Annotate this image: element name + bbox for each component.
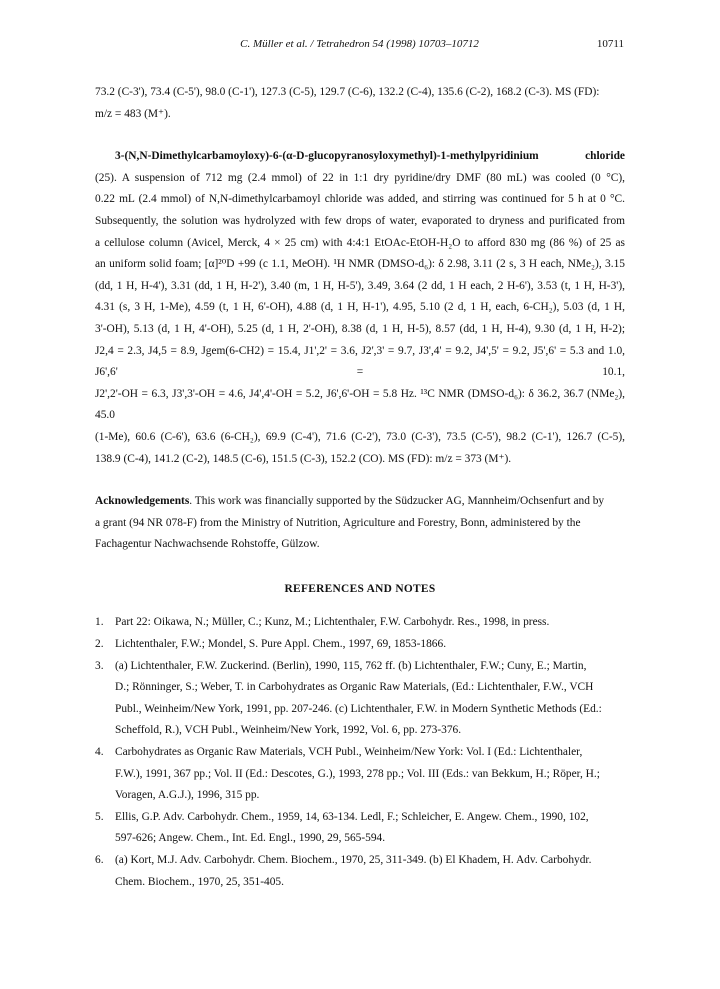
page-body <box>95 82 625 893</box>
compound-text-line: a cellulose column (Avicel, Merck, 4 × 25 cm) with 4:4:1 EtOAc-EtOH-H₂O to afford 830 mg (86 %) of 25 as <box>95 236 625 249</box>
reference-line: Lichtenthaler, F.W.; Mondel, S. Pure Appl. Chem., 1997, 69, 1853-1866. <box>115 638 447 651</box>
acknowledgements-line-3: Fachagentur Nachwachsende Rohstoffe, Gülzow. <box>95 538 320 551</box>
references-list <box>95 612 625 893</box>
reference-item <box>95 807 625 850</box>
compound-text-line: 3'-OH), 5.13 (d, 1 H, 4'-OH), 5.25 (d, 1 H, 2'-OH), 8.38 (d, 1 H, H-5), 8.57 (dd, 1 H, H-4), 9.30 (d, 1 H, H-2); <box>95 322 625 335</box>
reference-line: F.W.), 1991, 367 pp.; Vol. II (Ed.: Descotes, G.), 1993, 278 pp.; Vol. III (Eds.: van Bekkum, H.; Röper, H.; <box>115 767 600 780</box>
reference-line: Carbohydrates as Organic Raw Materials, VCH Publ., Weinheim/New York: Vol. I (Ed.: Lichtenthaler, <box>115 746 583 759</box>
compound-text-line: Subsequently, the solution was hydrolyzed with few drops of water, evaporated to dryness and purificated from <box>95 214 625 227</box>
running-head: C. Müller et al. / Tetrahedron 54 (1998) 10703–10712 <box>240 38 479 50</box>
page-number: 10711 <box>596 38 624 50</box>
reference-item <box>95 656 625 742</box>
reference-line: D.; Rönninger, S.; Weber, T. in Carbohydrates as Organic Raw Materials, (Ed.: Lichtenthaler, F.W., VCH <box>115 681 594 694</box>
reference-line: 597-626; Angew. Chem., Int. Ed. Engl., 1990, 29, 565-594. <box>115 832 386 845</box>
compound-text-line: J2,4 = 2.3, J4,5 = 8.9, Jgem(6-CH2) = 15.4, J1',2' = 3.6, J2',3' = 9.7, J3',4' = 9.2, J4',5' = 9.2, J5',6' = 5.3 and 1.0, J6',6' = 10.1, <box>95 344 625 379</box>
reference-number: 3. <box>95 659 104 672</box>
compound-text-line: (25). A suspension of 712 mg (2.4 mmol) of 22 in 1:1 dry pyridine/dry DMF (80 mL) was cooled (0 °C), <box>95 171 625 184</box>
reference-number: 4. <box>95 746 104 759</box>
references-heading: REFERENCES AND NOTES <box>284 582 436 595</box>
continuation-paragraph <box>95 82 625 125</box>
reference-line: Scheffold, R.), VCH Publ., Weinheim/New York, 1992, Vol. 6, pp. 273-376. <box>115 724 462 737</box>
reference-line: Publ., Weinheim/New York, 1991, pp. 207-246. (c) Lichtenthaler, F.W. in Modern Synthetic Methods (Ed.: <box>115 702 602 715</box>
compound-title: 3-(N,N-Dimethylcarbamoyloxy)-6-(α-D-glucopyranosyloxymethyl)-1-methylpyridinium chloride <box>115 150 625 163</box>
compound-text-line: (dd, 1 H, H-4'), 3.31 (dd, 1 H, H-2'), 3.40 (m, 1 H, H-5'), 3.49, 3.64 (2 dd, 1 H each, 2 H-6'), 3.53 (t, 1 H, H-3'), <box>95 279 625 292</box>
compound-text-line: 138.9 (C-4), 141.2 (C-2), 148.5 (C-6), 151.5 (C-3), 152.2 (CO). MS (FD): m/z = 373 (M⁺). <box>95 452 512 465</box>
reference-line: (a) Kort, M.J. Adv. Carbohydr. Chem. Biochem., 1970, 25, 311-349. (b) El Khadem, H. Adv. Carbohydr. <box>115 854 592 866</box>
acknowledgements-line-2: a grant (94 NR 078-F) from the Ministry of Nutrition, Agriculture and Forestry, Bonn, administered by the <box>95 516 581 529</box>
reference-item <box>95 612 625 634</box>
reference-item <box>95 634 625 656</box>
reference-number: 6. <box>95 854 104 866</box>
continuation-line-2: m/z = 483 (M⁺). <box>95 107 171 120</box>
reference-item <box>95 742 625 807</box>
reference-line: Chem. Biochem., 1970, 25, 351-405. <box>115 875 284 888</box>
reference-line: Voragen, A.G.J.), 1996, 315 pp. <box>115 789 260 802</box>
reference-number: 1. <box>95 616 104 629</box>
reference-line: Ellis, G.P. Adv. Carbohydr. Chem., 1959, 14, 63-134. Ledl, F.; Schleicher, E. Angew. Chem., 1990, 102, <box>115 810 589 823</box>
reference-item <box>95 850 625 893</box>
compound-text-line: 4.31 (s, 3 H, 1-Me), 4.59 (t, 1 H, 6'-OH), 4.88 (d, 1 H, H-1'), 4.95, 5.10 (2 d, 1 H, each, 6-CH₂), 5.03 (d, 1 H, <box>95 301 625 314</box>
compound-text-line: J2',2'-OH = 6.3, J3',3'-OH = 4.6, J4',4'-OH = 5.2, J6',6'-OH = 5.8 Hz. ¹³C NMR (DMSO-d₆): δ 36.2, 36.7 (NMe₂), 45.0 <box>95 387 625 422</box>
acknowledgements-line-1: . This work was financially supported by the Südzucker AG, Mannheim/Ochsenfurt and by <box>189 495 605 508</box>
running-header <box>95 38 624 54</box>
reference-line: Part 22: Oikawa, N.; Müller, C.; Kunz, M.; Lichtenthaler, F.W. Carbohydr. Res., 1998, in press. <box>115 616 550 629</box>
compound-text-line: (1-Me), 60.6 (C-6'), 63.6 (6-CH₂), 69.9 (C-4'), 71.6 (C-2'), 73.0 (C-3'), 73.5 (C-5'), 98.2 (C-1'), 126.7 (C-5), <box>95 430 625 443</box>
continuation-line-1: 73.2 (C-3'), 73.4 (C-5'), 98.0 (C-1'), 127.3 (C-5), 129.7 (C-6), 132.2 (C-4), 135.6 (C-2), 168.2 (C-3). MS (FD): <box>95 86 600 98</box>
acknowledgements-label: Acknowledgements <box>95 495 190 508</box>
compound-text-line: an uniform solid foam; [α]²⁰D +99 (c 1.1, MeOH). ¹H NMR (DMSO-d₆): δ 2.98, 3.11 (2 s, 3 H each, NMe₂), 3.15 <box>95 258 625 271</box>
reference-number: 2. <box>95 638 104 651</box>
compound-experimental <box>95 168 625 470</box>
reference-number: 5. <box>95 810 104 823</box>
acknowledgements-paragraph <box>95 491 625 556</box>
compound-text-line: 0.22 mL (2.4 mmol) of N,N-dimethylcarbamoyl chloride was added, and stirring was continued for 5 h at 0 °C. <box>95 193 625 206</box>
reference-line: (a) Lichtenthaler, F.W. Zuckerind. (Berlin), 1990, 115, 762 ff. (b) Lichtenthaler, F.W.; Cuny, E.; Martin, <box>115 659 587 672</box>
